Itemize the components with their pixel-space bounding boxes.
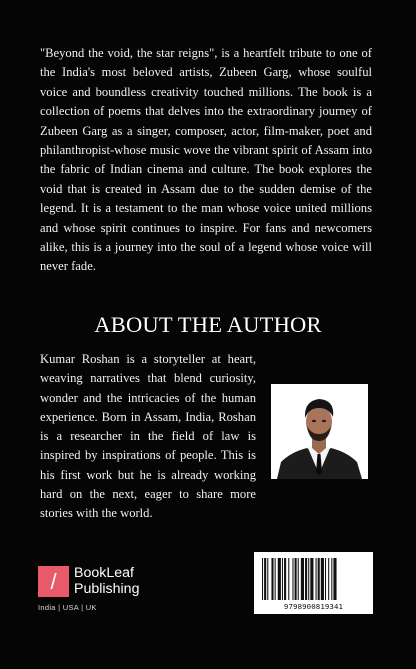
publisher-name-line2: Publishing <box>74 581 140 597</box>
author-photo <box>271 384 368 479</box>
publisher-name <box>74 565 139 597</box>
isbn-barcode <box>254 552 373 614</box>
author-portrait-image <box>271 384 368 479</box>
author-bio: Kumar Roshan is a storyteller at heart, weaving narratives that blend curiosity, wonder and the intricacies of the human experience. Born in Assam, India, Roshan is a researcher in the field of law is inspired by inspirations of people. This is his first work but he is already working hard on the next, eager to share more stories with the world. <box>40 352 256 521</box>
barcode-icon <box>261 558 366 600</box>
publisher-name-line1: BookLeaf <box>74 565 134 581</box>
about-the-author-heading: ABOUT THE AUTHOR <box>94 312 322 337</box>
publisher-tagline: India | USA | UK <box>38 603 97 612</box>
book-blurb: "Beyond the void, the star reigns", is a heartfelt tribute to one of the India's most beloved artists, Zubeen Garg, whose soulful voice and boundless creativity touched millions. The book is a collection of poems that delves into the extraordinary journey of Zubeen Garg as a singer, composer, actor, film-maker, poet and philanthropist-whose music wove the vibrant spirit of Assam into the fabric of Indian cinema and culture. The book explores the void that is created in Assam due to the sudden demise of the legend. It is a testament to the man whose voice united millions and whose spirit continues to inspire. For fans and newcomers alike, this is a journey into the soul of a legend whose voice will never fade. <box>40 46 372 274</box>
publisher-logo <box>38 566 188 616</box>
publisher-logo-mark-icon: / <box>38 566 69 597</box>
isbn-number: 9798900819341 <box>283 602 344 611</box>
